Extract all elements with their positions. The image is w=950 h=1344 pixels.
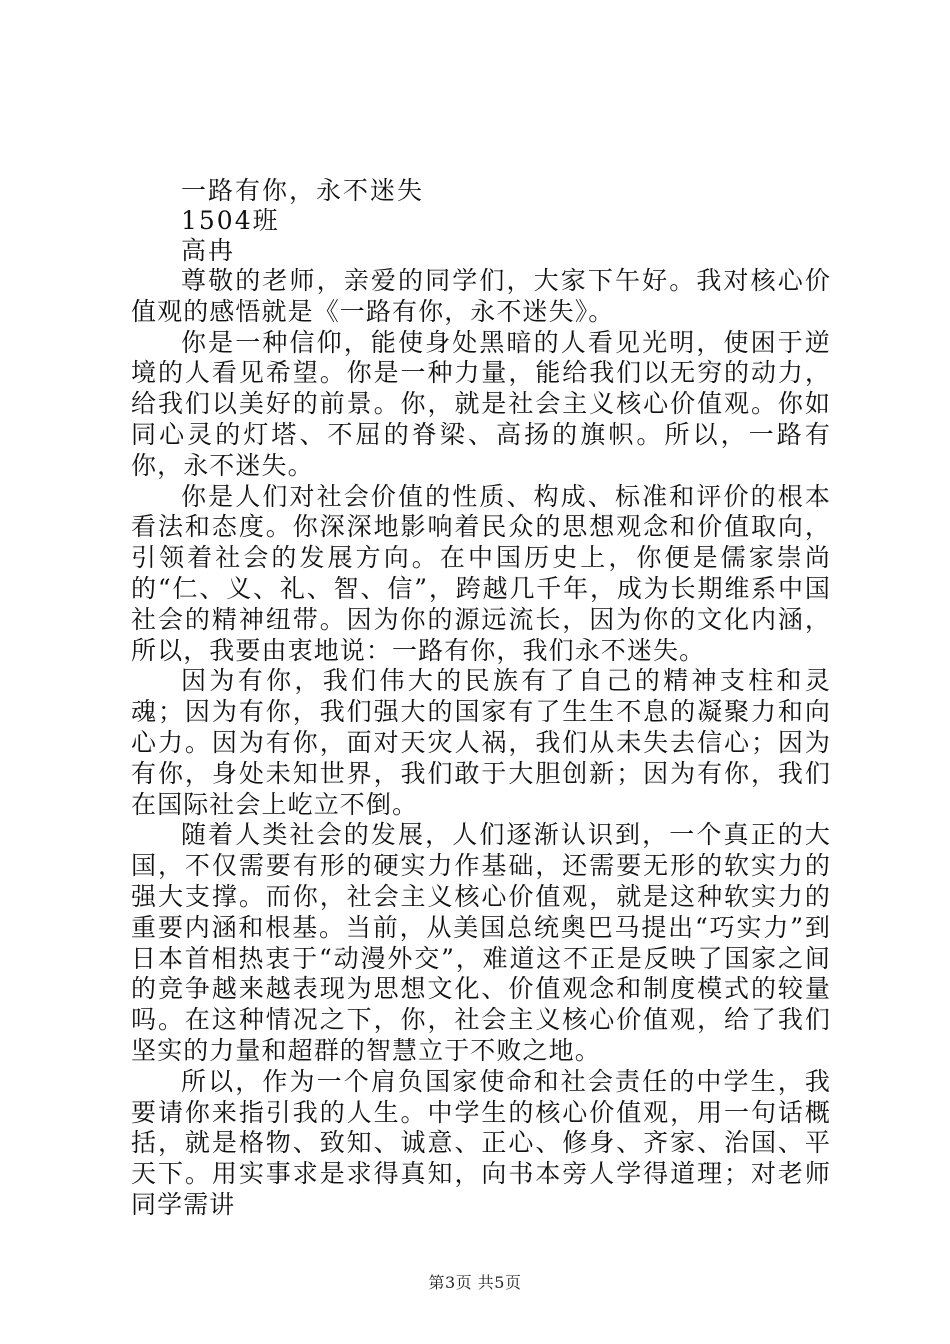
- author-name: 高冉: [181, 236, 236, 265]
- paragraph: 尊敬的老师，亲爱的同学们，大家下午好。我对核心价值观的感悟就是《一路有你，永不迷失》。: [131, 266, 831, 326]
- class-name: 1504班: [181, 206, 280, 235]
- paragraph: 你是人们对社会价值的性质、构成、标准和评价的根本看法和态度。你深深地影响着民众的思想观念和价值取向，引领着社会的发展方向。在中国历史上，你便是儒家崇尚的“仁、义、礼、智、信”，跨越几千年，成为长期维系中国社会的精神纽带。因为你的源远流长，因为你的文化内涵，所以，我要由衷地说：一路有你，我们永不迷失。: [131, 481, 831, 665]
- essay-title: 一路有你，永不迷失: [181, 176, 425, 205]
- document-body: [131, 176, 831, 1221]
- paragraph: 你是一种信仰，能使身处黑暗的人看见光明，使困于逆境的人看见希望。你是一种力量，能给我们以无穷的动力，给我们以美好的前景。你，就是社会主义核心价值观。你如同心灵的灯塔、不屈的脊梁、高扬的旗帜。所以，一路有你，永不迷失。: [131, 327, 831, 480]
- page-number: 第3页 共5页: [428, 1273, 522, 1292]
- paragraph: 随着人类社会的发展，人们逐渐认识到，一个真正的大国，不仅需要有形的硬实力作基础，还需要无形的软实力的强大支撑。而你，社会主义核心价值观，就是这种软实力的重要内涵和根基。当前，从美国总统奥巴马提出“巧实力”到日本首相热衷于“动漫外交”，难道这不正是反映了国家之间的竞争越来越表现为思想文化、价值观念和制度模式的较量吗。在这种情况之下，你，社会主义核心价值观，给了我们坚实的力量和超群的智慧立于不败之地。: [131, 820, 831, 1065]
- paragraph: 所以，作为一个肩负国家使命和社会责任的中学生，我要请你来指引我的人生。中学生的核心价值观，用一句话概括，就是格物、致知、诚意、正心、修身、齐家、治国、平天下。用实事求是求得真知，向书本旁人学得道理；对老师同学需讲: [131, 1066, 831, 1219]
- page-footer: [0, 1273, 950, 1293]
- paragraph: 因为有你，我们伟大的民族有了自己的精神支柱和灵魂；因为有你，我们强大的国家有了生生不息的凝聚力和向心力。因为有你，面对天灾人祸，我们从未失去信心；因为有你，身处未知世界，我们敢于大胆创新；因为有你，我们在国际社会上屹立不倒。: [131, 666, 831, 819]
